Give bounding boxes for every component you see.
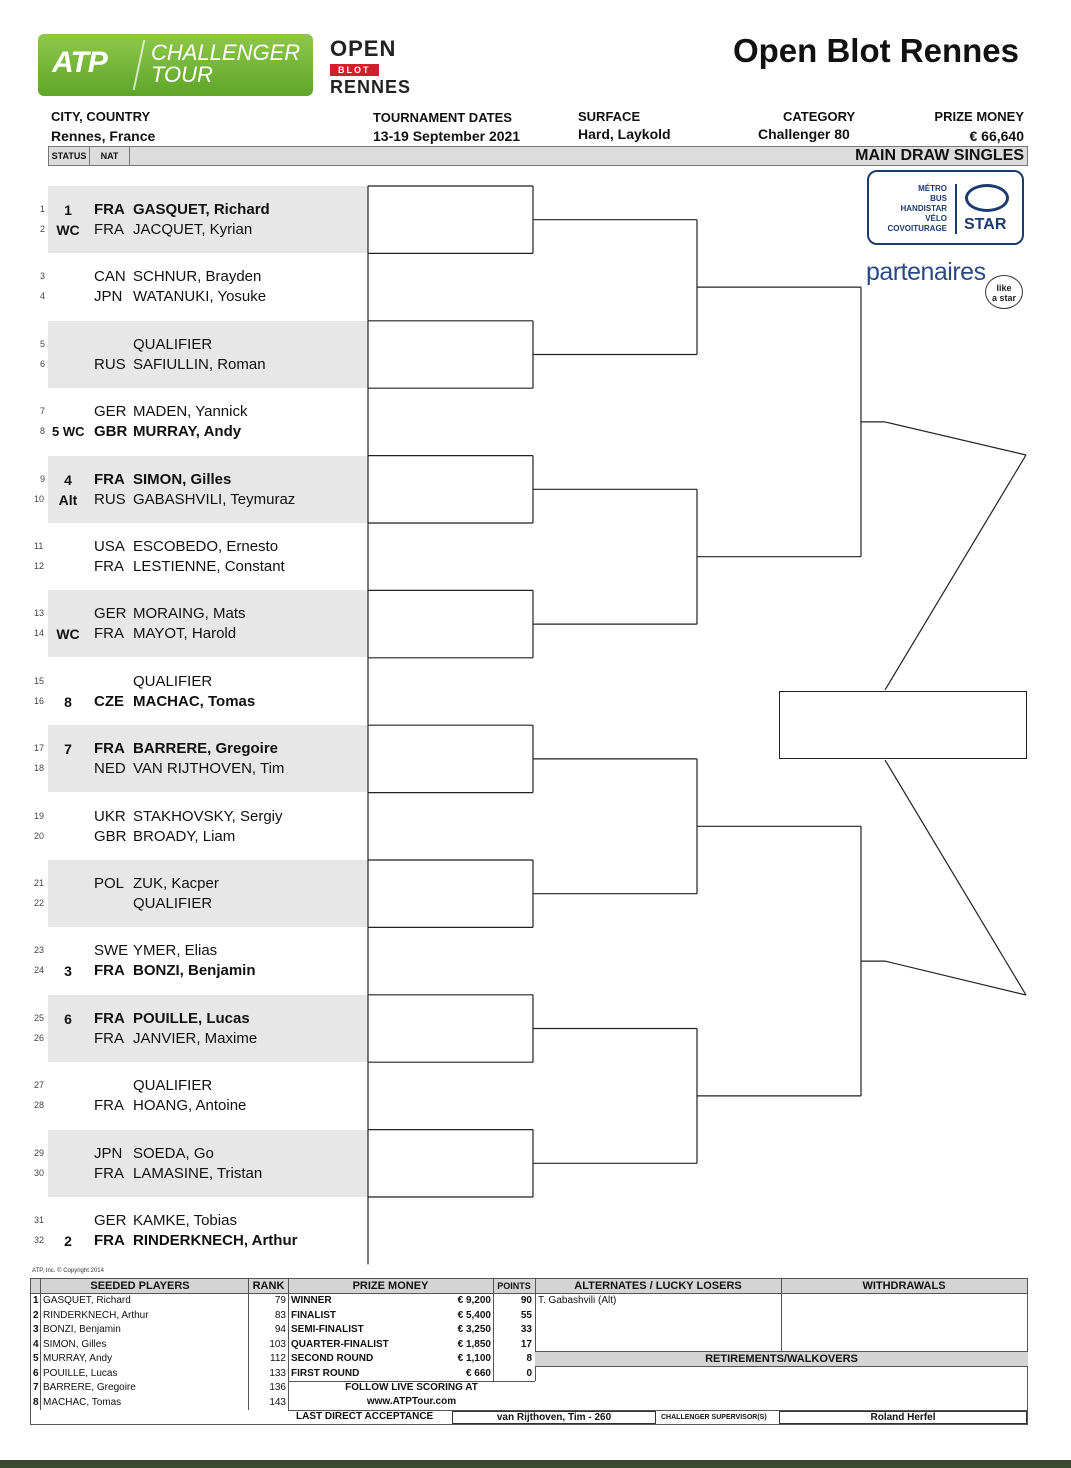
seed-status: 8 (64, 693, 72, 710)
player-name: SIMON, Gilles (133, 470, 232, 488)
copyright: ATP, Inc. © Copyright 2014 (32, 1268, 104, 1274)
seed-status: 2 (64, 1233, 72, 1249)
seed-number: 8 (33, 1396, 39, 1408)
draw-position: 6 (40, 358, 46, 369)
player-nationality: POL (94, 875, 125, 892)
player-name: HOANG, Antoine (133, 1097, 247, 1115)
bracket-line (885, 422, 1026, 455)
prize-round: SECOND ROUND (291, 1353, 374, 1364)
footer-bar (0, 1460, 1071, 1468)
player-name: MAYOT, Harold (133, 625, 237, 643)
rank-header: RANK (249, 1279, 288, 1294)
player-nationality: USA (94, 538, 125, 555)
seed-rank: 94 (274, 1324, 286, 1335)
seed-rank: 79 (274, 1295, 286, 1306)
seed-rank: 83 (274, 1309, 286, 1321)
player-name: LESTIENNE, Constant (133, 558, 285, 575)
star-name: STAR (964, 216, 1007, 233)
draw-position: 12 (34, 561, 45, 571)
player-name: MACHAC, Tomas (133, 692, 256, 710)
city-label: CITY, COUNTRY (51, 109, 151, 124)
player-name: MADEN, Yannick (133, 403, 248, 421)
qualifier-slot: QUALIFIER (133, 335, 213, 353)
category-value: Challenger 80 (758, 126, 850, 142)
draw-position: 31 (34, 1215, 45, 1225)
qualifier-slot: QUALIFIER (133, 1077, 213, 1095)
prize-round: QUARTER-FINALIST (291, 1338, 389, 1350)
draw-position: 32 (34, 1235, 45, 1245)
last-direct-acceptance-label: LAST DIRECT ACCEPTANCE (296, 1411, 434, 1422)
prize-points: 90 (520, 1295, 532, 1306)
seed-player-name: RINDERKNECH, Arthur (43, 1309, 149, 1321)
seed-status: 6 (64, 1010, 72, 1027)
surface-label: SURFACE (578, 109, 641, 124)
qualifier-slot: QUALIFIER (133, 895, 213, 912)
player-nationality: CZE (94, 692, 124, 710)
bracket-line (885, 961, 1026, 995)
seed-number: 2 (33, 1309, 39, 1321)
bracket-line (885, 760, 1026, 995)
draw-position: 9 (40, 473, 46, 484)
prize-round: WINNER (291, 1295, 332, 1306)
player-nationality: GER (94, 1212, 127, 1229)
seed-status: 3 (64, 963, 72, 980)
player-nationality: FRA (94, 470, 125, 488)
player-nationality: FRA (94, 625, 124, 643)
player-nationality: UKR (94, 807, 126, 825)
draw-position: 3 (40, 271, 46, 282)
badge-line: like (996, 283, 1012, 293)
partners-logo: partenaires (866, 258, 986, 286)
player-nationality: FRA (94, 221, 124, 238)
draw-position: 2 (40, 224, 46, 234)
player-name: POUILLE, Lucas (133, 1009, 250, 1027)
player-name: VAN RIJTHOVEN, Tim (133, 760, 285, 778)
draw-position: 4 (40, 291, 46, 302)
category-label: CATEGORY (783, 109, 856, 124)
seed-rank: 103 (269, 1338, 286, 1350)
follow-live-text: FOLLOW LIVE SCORING AT (345, 1382, 478, 1393)
player-name: SOEDA, Go (133, 1144, 214, 1162)
draw-position: 14 (34, 628, 45, 639)
star-word: COVOITURAGE (887, 224, 947, 233)
draw-position: 17 (34, 743, 45, 754)
seed-player-name: BONZI, Benjamin (43, 1324, 121, 1335)
draw-position: 30 (34, 1167, 45, 1178)
player-name: WATANUKI, Yosuke (133, 288, 267, 306)
atp-mark: ATP (52, 46, 107, 79)
page-title: Open Blot Rennes (732, 32, 1019, 69)
prize-amount: € 3,250 (457, 1324, 491, 1335)
seed-player-name: MACHAC, Tomas (43, 1396, 122, 1408)
city-value: Rennes, France (51, 128, 156, 144)
prize-amount: € 9,200 (457, 1295, 491, 1306)
player-nationality: JPN (94, 288, 123, 306)
prize-money-label: PRIZE MONEY (934, 109, 1024, 124)
star-word: VÉLO (925, 214, 947, 223)
last-direct-acceptance-value: van Rijthoven, Tim - 260 (452, 1411, 656, 1424)
surface-value: Hard, Laykold (578, 126, 671, 142)
withdrawals-header: WITHDRAWALS (781, 1279, 1027, 1294)
player-nationality: RUS (94, 355, 126, 373)
player-name: GABASHVILI, Teymuraz (133, 490, 296, 508)
draw-position: 28 (34, 1100, 45, 1111)
player-nationality: RUS (94, 490, 126, 508)
draw-position: 7 (40, 406, 46, 417)
seed-status: 5 WC (52, 424, 85, 440)
star-word: HANDISTAR (900, 204, 947, 213)
seed-status: 1 (64, 202, 72, 218)
prize-money-header: PRIZE MONEY (288, 1279, 493, 1294)
website-link[interactable]: www.ATPTour.com (366, 1396, 457, 1407)
player-nationality: GBR (94, 423, 128, 441)
supervisor-value: Roland Herfel (779, 1411, 1027, 1424)
player-name: JACQUET, Kyrian (133, 221, 253, 238)
dates-label: TOURNAMENT DATES (373, 110, 512, 125)
draw-position: 22 (34, 898, 45, 908)
draw-position: 26 (34, 1032, 45, 1043)
seeded-players-header: SEEDED PLAYERS (31, 1279, 249, 1294)
logo-open: OPEN (330, 36, 397, 61)
player-nationality: FRA (94, 1232, 125, 1249)
draw-type: MAIN DRAW SINGLES (855, 147, 1024, 164)
draw-position: 29 (34, 1147, 45, 1158)
draw-position: 10 (34, 493, 45, 504)
player-name: MURRAY, Andy (133, 423, 242, 441)
alternates-header: ALTERNATES / LUCKY LOSERS (535, 1279, 781, 1294)
player-nationality: FRA (94, 1009, 125, 1027)
nat-header: NAT (90, 147, 130, 165)
player-nationality: GER (94, 403, 127, 421)
player-nationality: JPN (94, 1144, 123, 1162)
seed-status: 7 (64, 741, 72, 758)
player-nationality: FRA (94, 558, 124, 575)
draw-position: 25 (34, 1012, 45, 1023)
player-name: KAMKE, Tobias (133, 1212, 237, 1229)
seed-player-name: BARRERE, Gregoire (43, 1382, 136, 1393)
prize-points: 55 (520, 1309, 532, 1321)
logo-rennes: RENNES (330, 77, 412, 97)
badge-line: a star (991, 293, 1017, 303)
tour-line-1: CHALLENGER (151, 40, 301, 65)
logo-blot: BLOT (330, 64, 379, 76)
draw-position: 21 (34, 878, 45, 888)
seed-status: WC (56, 626, 80, 643)
seed-number: 4 (33, 1338, 39, 1350)
player-name: BROADY, Liam (133, 827, 236, 845)
draw-position: 23 (34, 945, 45, 956)
prize-amount: € 660 (465, 1367, 491, 1379)
player-name: MORAING, Mats (133, 605, 246, 623)
player-name: ZUK, Kacper (133, 875, 219, 892)
seed-rank: 136 (269, 1382, 286, 1393)
star-word: BUS (930, 194, 947, 203)
player-nationality: GER (94, 605, 127, 623)
draw-position: 18 (34, 763, 45, 774)
status-header: STATUS (49, 147, 90, 165)
draw-position: 19 (34, 810, 45, 821)
seed-number: 6 (33, 1367, 39, 1379)
summary-table (30, 1278, 1028, 1425)
seed-rank: 112 (270, 1353, 286, 1364)
player-name: ESCOBEDO, Ernesto (133, 538, 279, 555)
player-nationality: GBR (94, 827, 127, 845)
prize-points: 17 (520, 1338, 532, 1350)
seed-rank: 143 (269, 1396, 286, 1408)
player-nationality: FRA (94, 201, 125, 218)
player-nationality: FRA (94, 962, 125, 980)
draw-position: 1 (40, 204, 46, 214)
draw-position: 24 (34, 965, 45, 976)
player-nationality: CAN (94, 268, 126, 286)
draw-position: 20 (34, 830, 45, 841)
player-nationality: NED (94, 760, 126, 778)
player-nationality: FRA (94, 1097, 124, 1115)
seed-player-name: SIMON, Gilles (43, 1338, 107, 1350)
draw-position: 15 (34, 675, 45, 686)
prize-round: FINALIST (291, 1309, 336, 1321)
player-name: BARRERE, Gregoire (133, 740, 279, 758)
seed-player-name: MURRAY, Andy (43, 1353, 113, 1364)
prize-money-value: € 66,640 (969, 128, 1024, 144)
supervisor-label: CHALLENGER SUPERVISOR(S) (661, 1414, 767, 1421)
player-name: JANVIER, Maxime (133, 1029, 258, 1047)
prize-round: FIRST ROUND (291, 1367, 360, 1379)
seed-status: Alt (58, 491, 78, 508)
player-nationality: FRA (94, 1029, 124, 1047)
bracket-line (885, 455, 1026, 690)
prize-points: 8 (526, 1353, 532, 1364)
seed-number: 3 (33, 1324, 39, 1335)
seed-player-name: POUILLE, Lucas (43, 1367, 118, 1379)
player-name: GASQUET, Richard (133, 201, 270, 218)
draw-position: 13 (34, 608, 45, 619)
alternate-entry: T. Gabashvili (Alt) (538, 1295, 617, 1306)
seed-number: 1 (33, 1295, 39, 1306)
retirements-header: RETIREMENTS/WALKOVERS (535, 1352, 1028, 1367)
dates-value: 13-19 September 2021 (373, 128, 521, 144)
points-header: POINTS (493, 1279, 535, 1294)
seed-rank: 133 (269, 1367, 286, 1379)
player-name: BONZI, Benjamin (133, 962, 256, 980)
player-name: YMER, Elias (133, 942, 218, 960)
player-name: LAMASINE, Tristan (133, 1164, 263, 1182)
player-name: SAFIULLIN, Roman (133, 355, 266, 373)
seed-status: WC (56, 222, 80, 238)
seed-status: 4 (64, 471, 72, 488)
player-name: RINDERKNECH, Arthur (133, 1232, 298, 1249)
prize-amount: € 1,850 (457, 1338, 491, 1350)
draw-position: 5 (40, 338, 46, 349)
star-word: MÉTRO (918, 184, 947, 193)
prize-amount: € 1,100 (457, 1353, 491, 1364)
champion-box (779, 691, 1027, 759)
draw-position: 27 (34, 1080, 45, 1091)
seed-player-name: GASQUET, Richard (43, 1295, 131, 1306)
player-name: STAKHOVSKY, Sergiy (133, 807, 283, 825)
seed-number: 7 (33, 1382, 39, 1393)
prize-points: 0 (526, 1367, 532, 1379)
draw-position: 11 (34, 541, 44, 551)
draw-position: 8 (40, 426, 46, 437)
qualifier-slot: QUALIFIER (133, 672, 213, 690)
divider (781, 1279, 782, 1352)
player-nationality: SWE (94, 942, 129, 960)
prize-amount: € 5,400 (457, 1309, 491, 1321)
player-name: SCHNUR, Brayden (133, 268, 262, 286)
player-nationality: FRA (94, 740, 125, 758)
tour-line-2: TOUR (151, 62, 213, 87)
seed-number: 5 (33, 1353, 39, 1364)
prize-round: SEMI-FINALIST (291, 1324, 364, 1335)
draw-position: 16 (34, 695, 45, 706)
divider (40, 1279, 41, 1410)
player-nationality: FRA (94, 1164, 124, 1182)
prize-points: 33 (520, 1324, 532, 1335)
